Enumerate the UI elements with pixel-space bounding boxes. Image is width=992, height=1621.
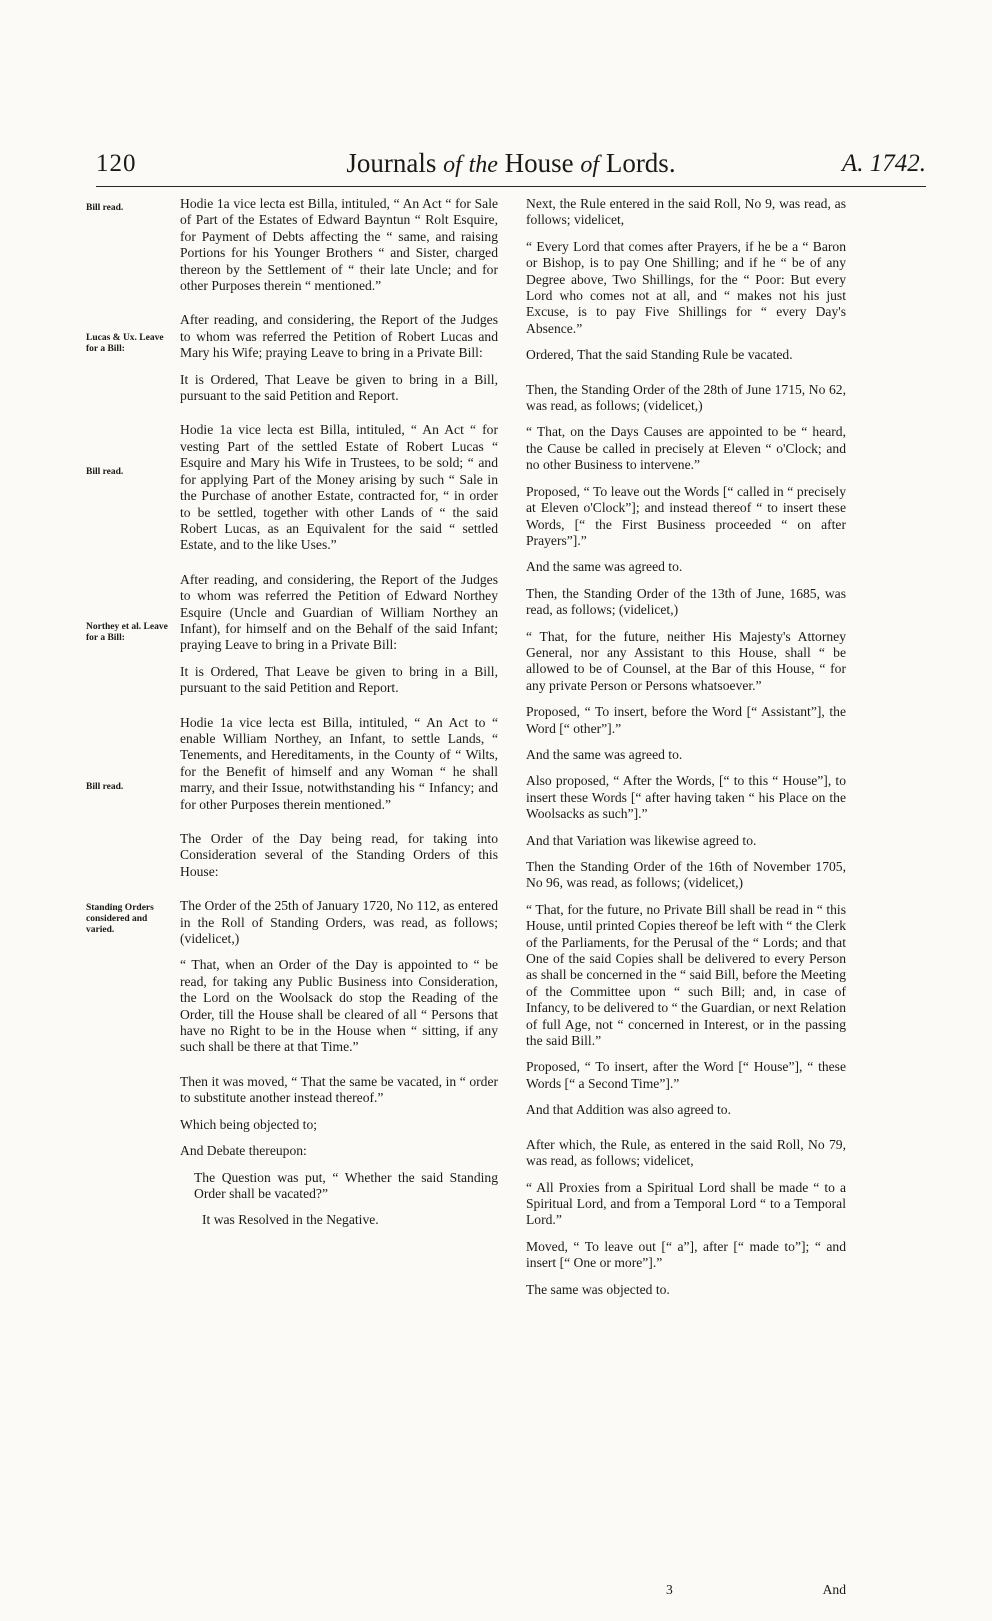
paragraph: The Question was put, “ Whether the said Standing Order shall be vacated?” — [194, 1169, 498, 1201]
margin-note: Bill read. — [86, 203, 124, 213]
paragraph: Also proposed, “ After the Words, [“ to this “ House”], to insert these Words [“ after having taken “ his Place on the Woolsacks as such”].” — [526, 773, 846, 822]
paragraph: Hodie 1a vice lecta est Billa, intituled, “ An Act “ for Sale of Part of the Estates of Edward Bayntun “ Rolt Esquire, for Payment of Debts affecting the “ same, and raising Portions for his Younger Brothers “ and Sister, charged thereon by the Settlement of “ their late Uncle; and for other Purposes therein “ mentioned.” — [180, 196, 498, 294]
paragraph: After reading, and considering, the Report of the Judges to whom was referred the Petition of Edward Northey Esquire (Uncle and Guardian of William Northey an Infant), for himself and on the Behalf of the said Infant; praying Leave to bring in a Private Bill: — [180, 571, 498, 653]
page-header — [96, 150, 926, 190]
paragraph: And that Variation was likewise agreed to. — [526, 832, 757, 848]
paragraph: “ All Proxies from a Spiritual Lord shall be made “ to a Spiritual Lord, and from a Temporal Lord “ to a Temporal Lord.” — [526, 1179, 846, 1228]
paragraph: After which, the Rule, as entered in the said Roll, No 79, was read, as follows; videlicet, — [526, 1136, 846, 1169]
paragraph: “ That, when an Order of the Day is appointed to “ be read, for taking any Public Business into Consideration, the Lord on the Woolsack do stop the Reading of the Order, till the House shall be cleared of all “ Persons that have no Right to be in the House when “ sitting, if any such shall be there at that Time.” — [180, 957, 498, 1055]
paragraph: After reading, and considering, the Report of the Judges to whom was referred the Petition of Robert Lucas and Mary his Wife; praying Leave to bring in a Private Bill: — [180, 312, 498, 361]
paragraph: “ That, on the Days Causes are appointed to be “ heard, the Cause be called in precisely at Eleven “ o'Clock; and no other Business to intervene.” — [526, 424, 846, 473]
paragraph: And the same was agreed to. — [526, 559, 683, 575]
paragraph: Proposed, “ To insert, before the Word [“ Assistant”], the Word [“ other”].” — [526, 704, 846, 736]
catchword: And — [822, 1582, 846, 1597]
paragraph: And Debate thereupon: — [180, 1143, 307, 1159]
paragraph: Next, the Rule entered in the said Roll, No 9, was read, as follows; videlicet, — [526, 196, 846, 228]
paragraph: The same was objected to. — [526, 1281, 670, 1297]
paragraph: It was Resolved in the Negative. — [202, 1212, 379, 1228]
paragraph: Then, the Standing Order of the 13th of June, 1685, was read, as follows; (videlicet,) — [526, 585, 846, 618]
margin-note: Northey et al. Leave for a Bill: — [86, 622, 168, 643]
paragraph: Then the Standing Order of the 16th of November 1705, No 96, was read, as follows; (videlicet,) — [526, 859, 846, 891]
paragraph: Moved, “ To leave out [“ a”], after [“ made to”]; “ and insert [“ One or more”].” — [526, 1238, 846, 1271]
margin-note: Standing Orders considered and varied. — [86, 903, 154, 935]
paragraph: “ That, for the future, no Private Bill shall be read in “ this House, until printed Copies thereof be left with “ the Clerk of the Parliaments, for the Perusal of the “ Lords; and that One of the said Copies shall be delivered to every Person as shall be concerned in the “ said Bill, before the Meeting of the Committee upon “ such Bill; and, in case of Infancy, to be delivered to “ the Guardian, or next Relation of full Age, not “ concerned in Interest, or in the passing the said Bill.” — [526, 901, 846, 1049]
paragraph: Hodie 1a vice lecta est Billa, intituled, “ An Act “ for vesting Part of the settled Estate of Robert Lucas “ Esquire and Mary his Wife in Trustees, to be sold; “ and for applying Part of the Money arising by such “ Sale in the Purchase of another Estate, contracted for, “ in order to be settled, together with other Lands of “ the said Robert Lucas, as an Equivalent for the said “ settled Estate, and to the like Uses.” — [180, 422, 498, 553]
year-label: A. 1742. — [841, 150, 926, 177]
paragraph: Then, the Standing Order of the 28th of June 1715, No 62, was read, as follows; (videlicet,) — [526, 381, 846, 414]
paragraph: And the same was agreed to. — [526, 746, 683, 762]
paragraph: The Order of the 25th of January 1720, No 112, as entered in the Roll of Standing Orders, was read, as follows; (videlicet,) — [180, 898, 498, 947]
paragraph: Ordered, That the said Standing Rule be vacated. — [526, 347, 793, 363]
paragraph: Then it was moved, “ That the same be vacated, in “ order to substitute another instead thereof.” — [180, 1073, 498, 1106]
margin-note: Bill read. — [86, 782, 124, 792]
margin-note: Bill read. — [86, 467, 124, 477]
paragraph: Proposed, “ To leave out the Words [“ called in “ precisely at Eleven o'Clock”]; and instead thereof “ to insert these Words, [“ the First Business proceeded “ on after Prayers”].” — [526, 483, 846, 548]
left-column — [180, 196, 498, 1239]
paragraph: It is Ordered, That Leave be given to bring in a Bill, pursuant to the said Petition and Report. — [180, 371, 498, 404]
paragraph: It is Ordered, That Leave be given to bring in a Bill, pursuant to the said Petition and Report. — [180, 663, 498, 696]
paragraph: Hodie 1a vice lecta est Billa, intituled, “ An Act to “ enable William Northey, an Infant, to settle Lands, “ Tenements, and Hereditaments, in the County of “ Wilts, for the Benefit of himself and any Woman “ he shall marry, and their Issue, notwithstanding his “ Infancy; and for other Purposes therein mentioned.” — [180, 714, 498, 812]
paragraph: The Order of the Day being read, for taking into Consideration several of the Standing Orders of this House: — [180, 831, 498, 879]
signature-mark: 3 — [666, 1582, 673, 1597]
paragraph: Proposed, “ To insert, after the Word [“ House”], “ these Words [“ a Second Time”].” — [526, 1059, 846, 1091]
margin-note: Lucas & Ux. Leave for a Bill: — [86, 333, 164, 354]
paragraph: “ Every Lord that comes after Prayers, if he be a “ Baron or Bishop, is to pay One Shilling; and if he “ be of any Degree above, Two Shillings, for the “ Poor: But every Lord who comes not at all, and “ makes not his just Excuse, is to pay Five Shillings for “ every Day's Absence.” — [526, 238, 846, 336]
paragraph: And that Addition was also agreed to. — [526, 1102, 732, 1118]
header-rule — [96, 186, 926, 187]
paragraph: Which being objected to; — [180, 1116, 318, 1132]
page-number: 120 — [96, 150, 137, 177]
paragraph: “ That, for the future, neither His Majesty's Attorney General, nor any Assistant to this House, shall “ be allowed to be of Counsel, at the Bar of this House, “ for any private Person or Persons whatsoever.” — [526, 628, 846, 693]
running-title: Journals of the House of Lords. — [346, 148, 676, 178]
right-column — [526, 196, 846, 1308]
